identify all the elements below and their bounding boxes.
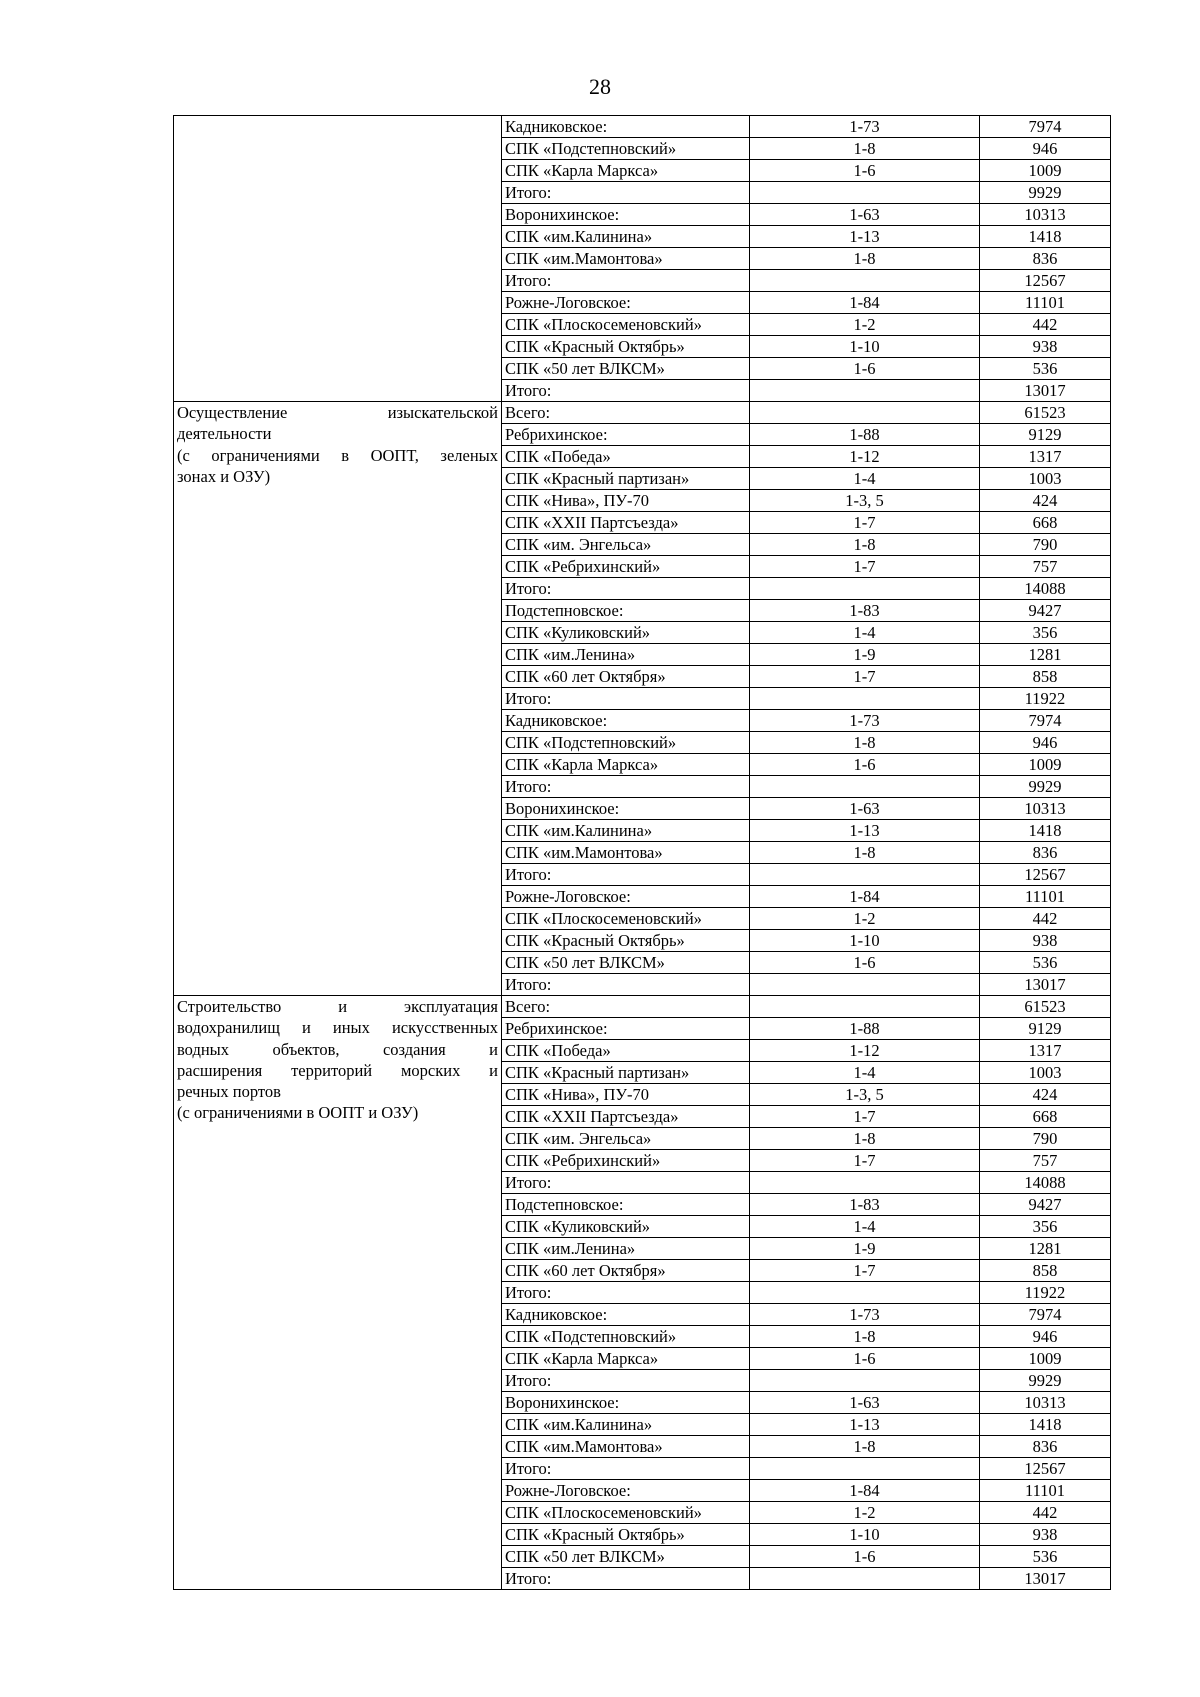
settlement-name-cell: СПК «60 лет Октября» bbox=[502, 1260, 750, 1282]
settlement-name-cell: Всего: bbox=[502, 996, 750, 1018]
settlement-name-cell: СПК «Куликовский» bbox=[502, 1216, 750, 1238]
contour-numbers-cell: 1-2 bbox=[750, 908, 980, 930]
area-value-cell: 757 bbox=[980, 1150, 1111, 1172]
contour-numbers-cell: 1-10 bbox=[750, 930, 980, 952]
contour-numbers-cell: 1-9 bbox=[750, 644, 980, 666]
area-value-cell: 12567 bbox=[980, 1458, 1111, 1480]
contour-numbers-cell: 1-8 bbox=[750, 534, 980, 556]
area-value-cell: 1317 bbox=[980, 446, 1111, 468]
settlement-name-cell: СПК «Карла Маркса» bbox=[502, 1348, 750, 1370]
settlement-name-cell: СПК «им.Мамонтова» bbox=[502, 248, 750, 270]
area-value-cell: 946 bbox=[980, 138, 1111, 160]
area-value-cell: 946 bbox=[980, 1326, 1111, 1348]
settlement-name-cell: СПК «XXII Партсъезда» bbox=[502, 512, 750, 534]
area-value-cell: 442 bbox=[980, 314, 1111, 336]
settlement-name-cell: Кадниковское: bbox=[502, 116, 750, 138]
contour-numbers-cell: 1-7 bbox=[750, 512, 980, 534]
settlement-name-cell: Ребрихинское: bbox=[502, 424, 750, 446]
contour-numbers-cell bbox=[750, 182, 980, 204]
contour-numbers-cell: 1-9 bbox=[750, 1238, 980, 1260]
area-value-cell: 757 bbox=[980, 556, 1111, 578]
contour-numbers-cell: 1-6 bbox=[750, 1348, 980, 1370]
settlement-name-cell: Итого: bbox=[502, 864, 750, 886]
area-value-cell: 10313 bbox=[980, 204, 1111, 226]
contour-numbers-cell: 1-8 bbox=[750, 732, 980, 754]
contour-numbers-cell: 1-73 bbox=[750, 116, 980, 138]
area-value-cell: 836 bbox=[980, 842, 1111, 864]
area-value-cell: 938 bbox=[980, 1524, 1111, 1546]
area-value-cell: 1281 bbox=[980, 1238, 1111, 1260]
area-value-cell: 424 bbox=[980, 1084, 1111, 1106]
activity-type-cell bbox=[174, 996, 502, 1590]
settlement-name-cell: СПК «им.Мамонтова» bbox=[502, 1436, 750, 1458]
contour-numbers-cell: 1-73 bbox=[750, 1304, 980, 1326]
contour-numbers-cell: 1-2 bbox=[750, 1502, 980, 1524]
activity-line: водных объектов, создания и bbox=[177, 1039, 498, 1059]
area-value-cell: 442 bbox=[980, 1502, 1111, 1524]
area-value-cell: 7974 bbox=[980, 1304, 1111, 1326]
activity-line: речных портов bbox=[177, 1082, 281, 1102]
activity-line: Осуществление изыскательской bbox=[177, 403, 498, 422]
settlement-name-cell: Итого: bbox=[502, 974, 750, 996]
contour-numbers-cell: 1-10 bbox=[750, 1524, 980, 1546]
area-value-cell: 668 bbox=[980, 1106, 1111, 1128]
contour-numbers-cell: 1-12 bbox=[750, 1040, 980, 1062]
contour-numbers-cell: 1-8 bbox=[750, 138, 980, 160]
contour-numbers-cell: 1-7 bbox=[750, 556, 980, 578]
settlement-name-cell: СПК «им.Калинина» bbox=[502, 226, 750, 248]
activity-type-cell bbox=[174, 402, 502, 996]
area-value-cell: 836 bbox=[980, 1436, 1111, 1458]
settlement-name-cell: Кадниковское: bbox=[502, 1304, 750, 1326]
area-value-cell: 14088 bbox=[980, 578, 1111, 600]
contour-numbers-cell: 1-3, 5 bbox=[750, 490, 980, 512]
activity-line: (с ограничениями в ООПТ и ОЗУ) bbox=[177, 1103, 419, 1123]
settlement-name-cell: СПК «60 лет Октября» bbox=[502, 666, 750, 688]
area-value-cell: 1281 bbox=[980, 644, 1111, 666]
settlement-name-cell: Итого: bbox=[502, 1282, 750, 1304]
contour-numbers-cell: 1-10 bbox=[750, 336, 980, 358]
settlement-name-cell: СПК «Красный Октябрь» bbox=[502, 930, 750, 952]
contour-numbers-cell bbox=[750, 974, 980, 996]
settlement-name-cell: Итого: bbox=[502, 578, 750, 600]
area-value-cell: 9129 bbox=[980, 424, 1111, 446]
contour-numbers-cell: 1-8 bbox=[750, 1128, 980, 1150]
contour-numbers-cell: 1-4 bbox=[750, 1062, 980, 1084]
contour-numbers-cell bbox=[750, 402, 980, 424]
settlement-name-cell: СПК «50 лет ВЛКСМ» bbox=[502, 358, 750, 380]
settlement-name-cell: СПК «Красный Октябрь» bbox=[502, 1524, 750, 1546]
contour-numbers-cell: 1-6 bbox=[750, 160, 980, 182]
settlement-name-cell: СПК «Красный партизан» bbox=[502, 1062, 750, 1084]
area-value-cell: 356 bbox=[980, 1216, 1111, 1238]
page-number: 28 bbox=[589, 74, 611, 99]
area-value-cell: 938 bbox=[980, 930, 1111, 952]
contour-numbers-cell: 1-3, 5 bbox=[750, 1084, 980, 1106]
area-value-cell: 13017 bbox=[980, 974, 1111, 996]
settlement-name-cell: Итого: bbox=[502, 1172, 750, 1194]
area-value-cell: 13017 bbox=[980, 1568, 1111, 1590]
contour-numbers-cell: 1-6 bbox=[750, 358, 980, 380]
area-value-cell: 1418 bbox=[980, 820, 1111, 842]
contour-numbers-cell: 1-83 bbox=[750, 1194, 980, 1216]
settlement-name-cell: СПК «Плоскосеменовский» bbox=[502, 1502, 750, 1524]
settlement-name-cell: СПК «Красный Октябрь» bbox=[502, 336, 750, 358]
activity-line: расширения территорий морских и bbox=[177, 1060, 498, 1080]
contour-numbers-cell: 1-84 bbox=[750, 1480, 980, 1502]
area-value-cell: 1418 bbox=[980, 226, 1111, 248]
area-value-cell: 9427 bbox=[980, 1194, 1111, 1216]
contour-numbers-cell: 1-7 bbox=[750, 1106, 980, 1128]
area-value-cell: 946 bbox=[980, 732, 1111, 754]
area-value-cell: 12567 bbox=[980, 270, 1111, 292]
area-value-cell: 1009 bbox=[980, 160, 1111, 182]
area-value-cell: 11922 bbox=[980, 688, 1111, 710]
contour-numbers-cell bbox=[750, 688, 980, 710]
settlement-name-cell: СПК «Победа» bbox=[502, 1040, 750, 1062]
activity-type-cell bbox=[174, 116, 502, 402]
area-value-cell: 1003 bbox=[980, 1062, 1111, 1084]
contour-numbers-cell: 1-4 bbox=[750, 622, 980, 644]
area-value-cell: 11101 bbox=[980, 292, 1111, 314]
settlement-name-cell: Воронихинское: bbox=[502, 1392, 750, 1414]
area-value-cell: 424 bbox=[980, 490, 1111, 512]
activity-line: водохранилищ и иных искусственных bbox=[177, 1018, 498, 1038]
area-value-cell: 13017 bbox=[980, 380, 1111, 402]
contour-numbers-cell: 1-13 bbox=[750, 226, 980, 248]
area-value-cell: 858 bbox=[980, 1260, 1111, 1282]
contour-numbers-cell bbox=[750, 996, 980, 1018]
settlement-name-cell: СПК «им. Энгельса» bbox=[502, 534, 750, 556]
area-value-cell: 11101 bbox=[980, 1480, 1111, 1502]
settlement-name-cell: СПК «Подстепновский» bbox=[502, 732, 750, 754]
contour-numbers-cell: 1-8 bbox=[750, 1436, 980, 1458]
settlement-name-cell: СПК «им.Калинина» bbox=[502, 820, 750, 842]
area-value-cell: 790 bbox=[980, 1128, 1111, 1150]
area-value-cell: 10313 bbox=[980, 1392, 1111, 1414]
settlement-name-cell: Кадниковское: bbox=[502, 710, 750, 732]
settlement-name-cell: СПК «им. Энгельса» bbox=[502, 1128, 750, 1150]
contour-numbers-cell: 1-84 bbox=[750, 292, 980, 314]
contour-numbers-cell: 1-4 bbox=[750, 468, 980, 490]
settlement-name-cell: Рожне-Логовское: bbox=[502, 1480, 750, 1502]
settlement-name-cell: Итого: bbox=[502, 776, 750, 798]
contour-numbers-cell: 1-88 bbox=[750, 424, 980, 446]
area-value-cell: 1418 bbox=[980, 1414, 1111, 1436]
contour-numbers-cell: 1-13 bbox=[750, 820, 980, 842]
area-value-cell: 10313 bbox=[980, 798, 1111, 820]
area-value-cell: 536 bbox=[980, 358, 1111, 380]
activity-line: деятельности bbox=[177, 424, 272, 444]
contour-numbers-cell: 1-83 bbox=[750, 600, 980, 622]
settlement-name-cell: СПК «50 лет ВЛКСМ» bbox=[502, 952, 750, 974]
area-value-cell: 7974 bbox=[980, 710, 1111, 732]
activity-line: (с ограничениями в ООПТ, зеленых bbox=[177, 445, 498, 465]
contour-numbers-cell: 1-7 bbox=[750, 1260, 980, 1282]
settlement-name-cell: Рожне-Логовское: bbox=[502, 886, 750, 908]
area-value-cell: 9129 bbox=[980, 1018, 1111, 1040]
settlement-name-cell: СПК «Ребрихинский» bbox=[502, 556, 750, 578]
contour-numbers-cell bbox=[750, 380, 980, 402]
area-value-cell: 12567 bbox=[980, 864, 1111, 886]
area-value-cell: 1009 bbox=[980, 1348, 1111, 1370]
table-row bbox=[174, 116, 1111, 138]
contour-numbers-cell: 1-6 bbox=[750, 1546, 980, 1568]
area-value-cell: 836 bbox=[980, 248, 1111, 270]
settlement-name-cell: Всего: bbox=[502, 402, 750, 424]
settlement-name-cell: СПК «им.Ленина» bbox=[502, 644, 750, 666]
contour-numbers-cell: 1-6 bbox=[750, 754, 980, 776]
area-value-cell: 858 bbox=[980, 666, 1111, 688]
settlement-name-cell: СПК «им.Калинина» bbox=[502, 1414, 750, 1436]
contour-numbers-cell: 1-63 bbox=[750, 1392, 980, 1414]
settlement-name-cell: СПК «Победа» bbox=[502, 446, 750, 468]
area-value-cell: 11922 bbox=[980, 1282, 1111, 1304]
settlement-name-cell: Итого: bbox=[502, 1370, 750, 1392]
contour-numbers-cell bbox=[750, 1568, 980, 1590]
table-body bbox=[174, 116, 1111, 1590]
settlement-name-cell: Итого: bbox=[502, 182, 750, 204]
contour-numbers-cell bbox=[750, 270, 980, 292]
area-value-cell: 61523 bbox=[980, 402, 1111, 424]
settlement-name-cell: СПК «Подстепновский» bbox=[502, 1326, 750, 1348]
contour-numbers-cell bbox=[750, 1282, 980, 1304]
table-row bbox=[174, 996, 1111, 1018]
area-value-cell: 9427 bbox=[980, 600, 1111, 622]
settlement-name-cell: Ребрихинское: bbox=[502, 1018, 750, 1040]
land-area-table bbox=[173, 115, 1111, 1590]
contour-numbers-cell: 1-8 bbox=[750, 1326, 980, 1348]
contour-numbers-cell: 1-8 bbox=[750, 248, 980, 270]
area-value-cell: 9929 bbox=[980, 1370, 1111, 1392]
contour-numbers-cell bbox=[750, 776, 980, 798]
area-value-cell: 536 bbox=[980, 952, 1111, 974]
contour-numbers-cell: 1-4 bbox=[750, 1216, 980, 1238]
area-value-cell: 668 bbox=[980, 512, 1111, 534]
area-value-cell: 14088 bbox=[980, 1172, 1111, 1194]
contour-numbers-cell: 1-2 bbox=[750, 314, 980, 336]
settlement-name-cell: Подстепновское: bbox=[502, 1194, 750, 1216]
area-value-cell: 9929 bbox=[980, 776, 1111, 798]
settlement-name-cell: СПК «Нива», ПУ-70 bbox=[502, 1084, 750, 1106]
settlement-name-cell: Подстепновское: bbox=[502, 600, 750, 622]
contour-numbers-cell bbox=[750, 1172, 980, 1194]
settlement-name-cell: Итого: bbox=[502, 1568, 750, 1590]
contour-numbers-cell: 1-88 bbox=[750, 1018, 980, 1040]
area-value-cell: 11101 bbox=[980, 886, 1111, 908]
area-value-cell: 1003 bbox=[980, 468, 1111, 490]
contour-numbers-cell: 1-7 bbox=[750, 666, 980, 688]
contour-numbers-cell: 1-13 bbox=[750, 1414, 980, 1436]
area-value-cell: 61523 bbox=[980, 996, 1111, 1018]
settlement-name-cell: СПК «Карла Маркса» bbox=[502, 754, 750, 776]
area-value-cell: 442 bbox=[980, 908, 1111, 930]
settlement-name-cell: СПК «XXII Партсъезда» bbox=[502, 1106, 750, 1128]
settlement-name-cell: СПК «Ребрихинский» bbox=[502, 1150, 750, 1172]
settlement-name-cell: СПК «им.Мамонтова» bbox=[502, 842, 750, 864]
table-row bbox=[174, 402, 1111, 424]
settlement-name-cell: СПК «им.Ленина» bbox=[502, 1238, 750, 1260]
area-value-cell: 536 bbox=[980, 1546, 1111, 1568]
contour-numbers-cell bbox=[750, 864, 980, 886]
contour-numbers-cell: 1-84 bbox=[750, 886, 980, 908]
contour-numbers-cell: 1-7 bbox=[750, 1150, 980, 1172]
contour-numbers-cell: 1-12 bbox=[750, 446, 980, 468]
activity-line: Строительство и эксплуатация bbox=[177, 997, 498, 1016]
settlement-name-cell: Итого: bbox=[502, 1458, 750, 1480]
settlement-name-cell: Итого: bbox=[502, 380, 750, 402]
settlement-name-cell: Рожне-Логовское: bbox=[502, 292, 750, 314]
contour-numbers-cell: 1-73 bbox=[750, 710, 980, 732]
contour-numbers-cell: 1-63 bbox=[750, 798, 980, 820]
contour-numbers-cell bbox=[750, 1370, 980, 1392]
settlement-name-cell: Воронихинское: bbox=[502, 204, 750, 226]
area-value-cell: 7974 bbox=[980, 116, 1111, 138]
area-value-cell: 356 bbox=[980, 622, 1111, 644]
settlement-name-cell: Итого: bbox=[502, 270, 750, 292]
contour-numbers-cell: 1-6 bbox=[750, 952, 980, 974]
settlement-name-cell: СПК «Куликовский» bbox=[502, 622, 750, 644]
contour-numbers-cell bbox=[750, 1458, 980, 1480]
settlement-name-cell: СПК «Плоскосеменовский» bbox=[502, 908, 750, 930]
settlement-name-cell: СПК «Карла Маркса» bbox=[502, 160, 750, 182]
contour-numbers-cell: 1-63 bbox=[750, 204, 980, 226]
area-value-cell: 938 bbox=[980, 336, 1111, 358]
settlement-name-cell: СПК «Плоскосеменовский» bbox=[502, 314, 750, 336]
area-value-cell: 1009 bbox=[980, 754, 1111, 776]
settlement-name-cell: Итого: bbox=[502, 688, 750, 710]
settlement-name-cell: СПК «Красный партизан» bbox=[502, 468, 750, 490]
settlement-name-cell: Воронихинское: bbox=[502, 798, 750, 820]
activity-line: зонах и ОЗУ) bbox=[177, 466, 271, 486]
area-value-cell: 790 bbox=[980, 534, 1111, 556]
settlement-name-cell: СПК «50 лет ВЛКСМ» bbox=[502, 1546, 750, 1568]
area-value-cell: 1317 bbox=[980, 1040, 1111, 1062]
area-value-cell: 9929 bbox=[980, 182, 1111, 204]
contour-numbers-cell bbox=[750, 578, 980, 600]
contour-numbers-cell: 1-8 bbox=[750, 842, 980, 864]
settlement-name-cell: СПК «Подстепновский» bbox=[502, 138, 750, 160]
settlement-name-cell: СПК «Нива», ПУ-70 bbox=[502, 490, 750, 512]
